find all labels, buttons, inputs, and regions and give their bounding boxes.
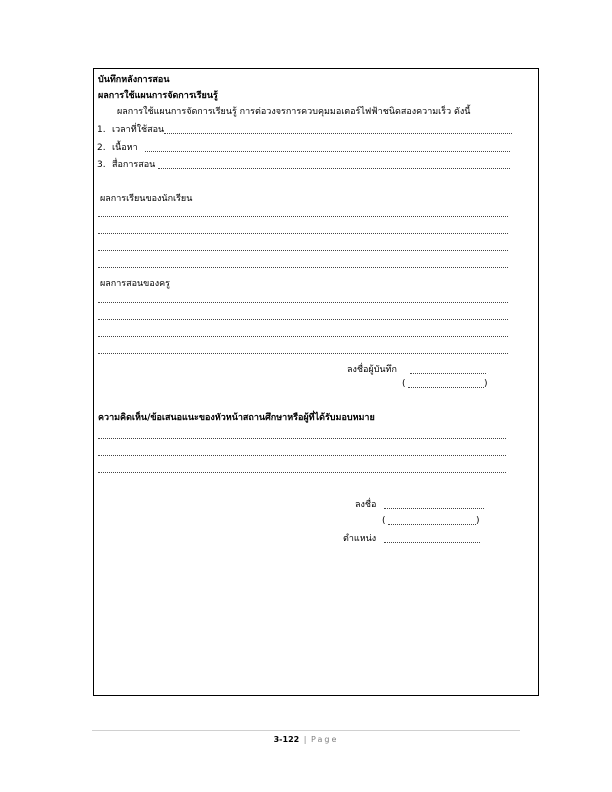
teacher-results-line[interactable] [98, 336, 508, 337]
result-statement: ผลการใช้แผนการจัดการเรียนรู้ การต่อวงจรการควบคุมมอเตอร์ไฟฟ้าชนิดสองความเร็ว ดังนี้ [117, 107, 471, 117]
teacher-results-line[interactable] [98, 302, 508, 303]
page-footer [0, 735, 612, 745]
recorder-sign-label: ลงชื่อผู้บันทึก [347, 365, 397, 375]
result-heading: ผลการใช้แผนการจัดการเรียนรู้ [98, 91, 218, 101]
student-results-line[interactable] [98, 250, 508, 251]
item-3-label: สื่อการสอน [112, 160, 156, 170]
recorder-name-line[interactable] [408, 387, 484, 388]
admin-position-label: ตำแหน่ง [343, 534, 377, 544]
comment-line[interactable] [98, 455, 506, 456]
recorder-name-open-paren: ( [402, 379, 406, 389]
recorder-sign-line[interactable] [410, 373, 486, 374]
page-word: Page [311, 735, 339, 744]
student-results-heading: ผลการเรียนของนักเรียน [100, 194, 193, 204]
admin-name-line[interactable] [388, 524, 476, 525]
admin-sign-label: ลงชื่อ [355, 500, 377, 510]
item-3-number: 3. [97, 160, 106, 170]
item-2-label: เนื้อหา [112, 143, 138, 153]
item-1-number: 1. [97, 125, 106, 135]
student-results-line[interactable] [98, 216, 508, 217]
record-title: บันทึกหลังการสอน [98, 75, 170, 85]
student-results-line[interactable] [98, 233, 508, 234]
item-1-fill-line[interactable] [164, 133, 512, 134]
admin-name-close-paren: ) [476, 516, 480, 526]
student-results-line[interactable] [98, 267, 508, 268]
item-1-label: เวลาที่ใช้สอน [112, 125, 165, 135]
recorder-name-close-paren: ) [484, 379, 488, 389]
footer-separator: | [303, 735, 307, 744]
item-2-number: 2. [97, 143, 106, 153]
comment-line[interactable] [98, 472, 506, 473]
record-form-frame [93, 68, 539, 696]
page-number: 3-122 [273, 735, 300, 744]
teacher-results-heading: ผลการสอนของครู [100, 279, 170, 289]
item-3-fill-line[interactable] [158, 168, 510, 169]
footer-rule [92, 730, 520, 731]
admin-position-line[interactable] [384, 542, 480, 543]
comment-line[interactable] [98, 438, 506, 439]
teacher-results-line[interactable] [98, 319, 508, 320]
admin-name-open-paren: ( [382, 516, 386, 526]
admin-sign-line[interactable] [384, 508, 484, 509]
item-2-fill-line[interactable] [145, 151, 510, 152]
comment-heading: ความคิดเห็น/ข้อเสนอแนะของหัวหน้าสถานศึกษาหรือผู้ที่ได้รับมอบหมาย [98, 413, 375, 423]
teacher-results-line[interactable] [98, 353, 508, 354]
